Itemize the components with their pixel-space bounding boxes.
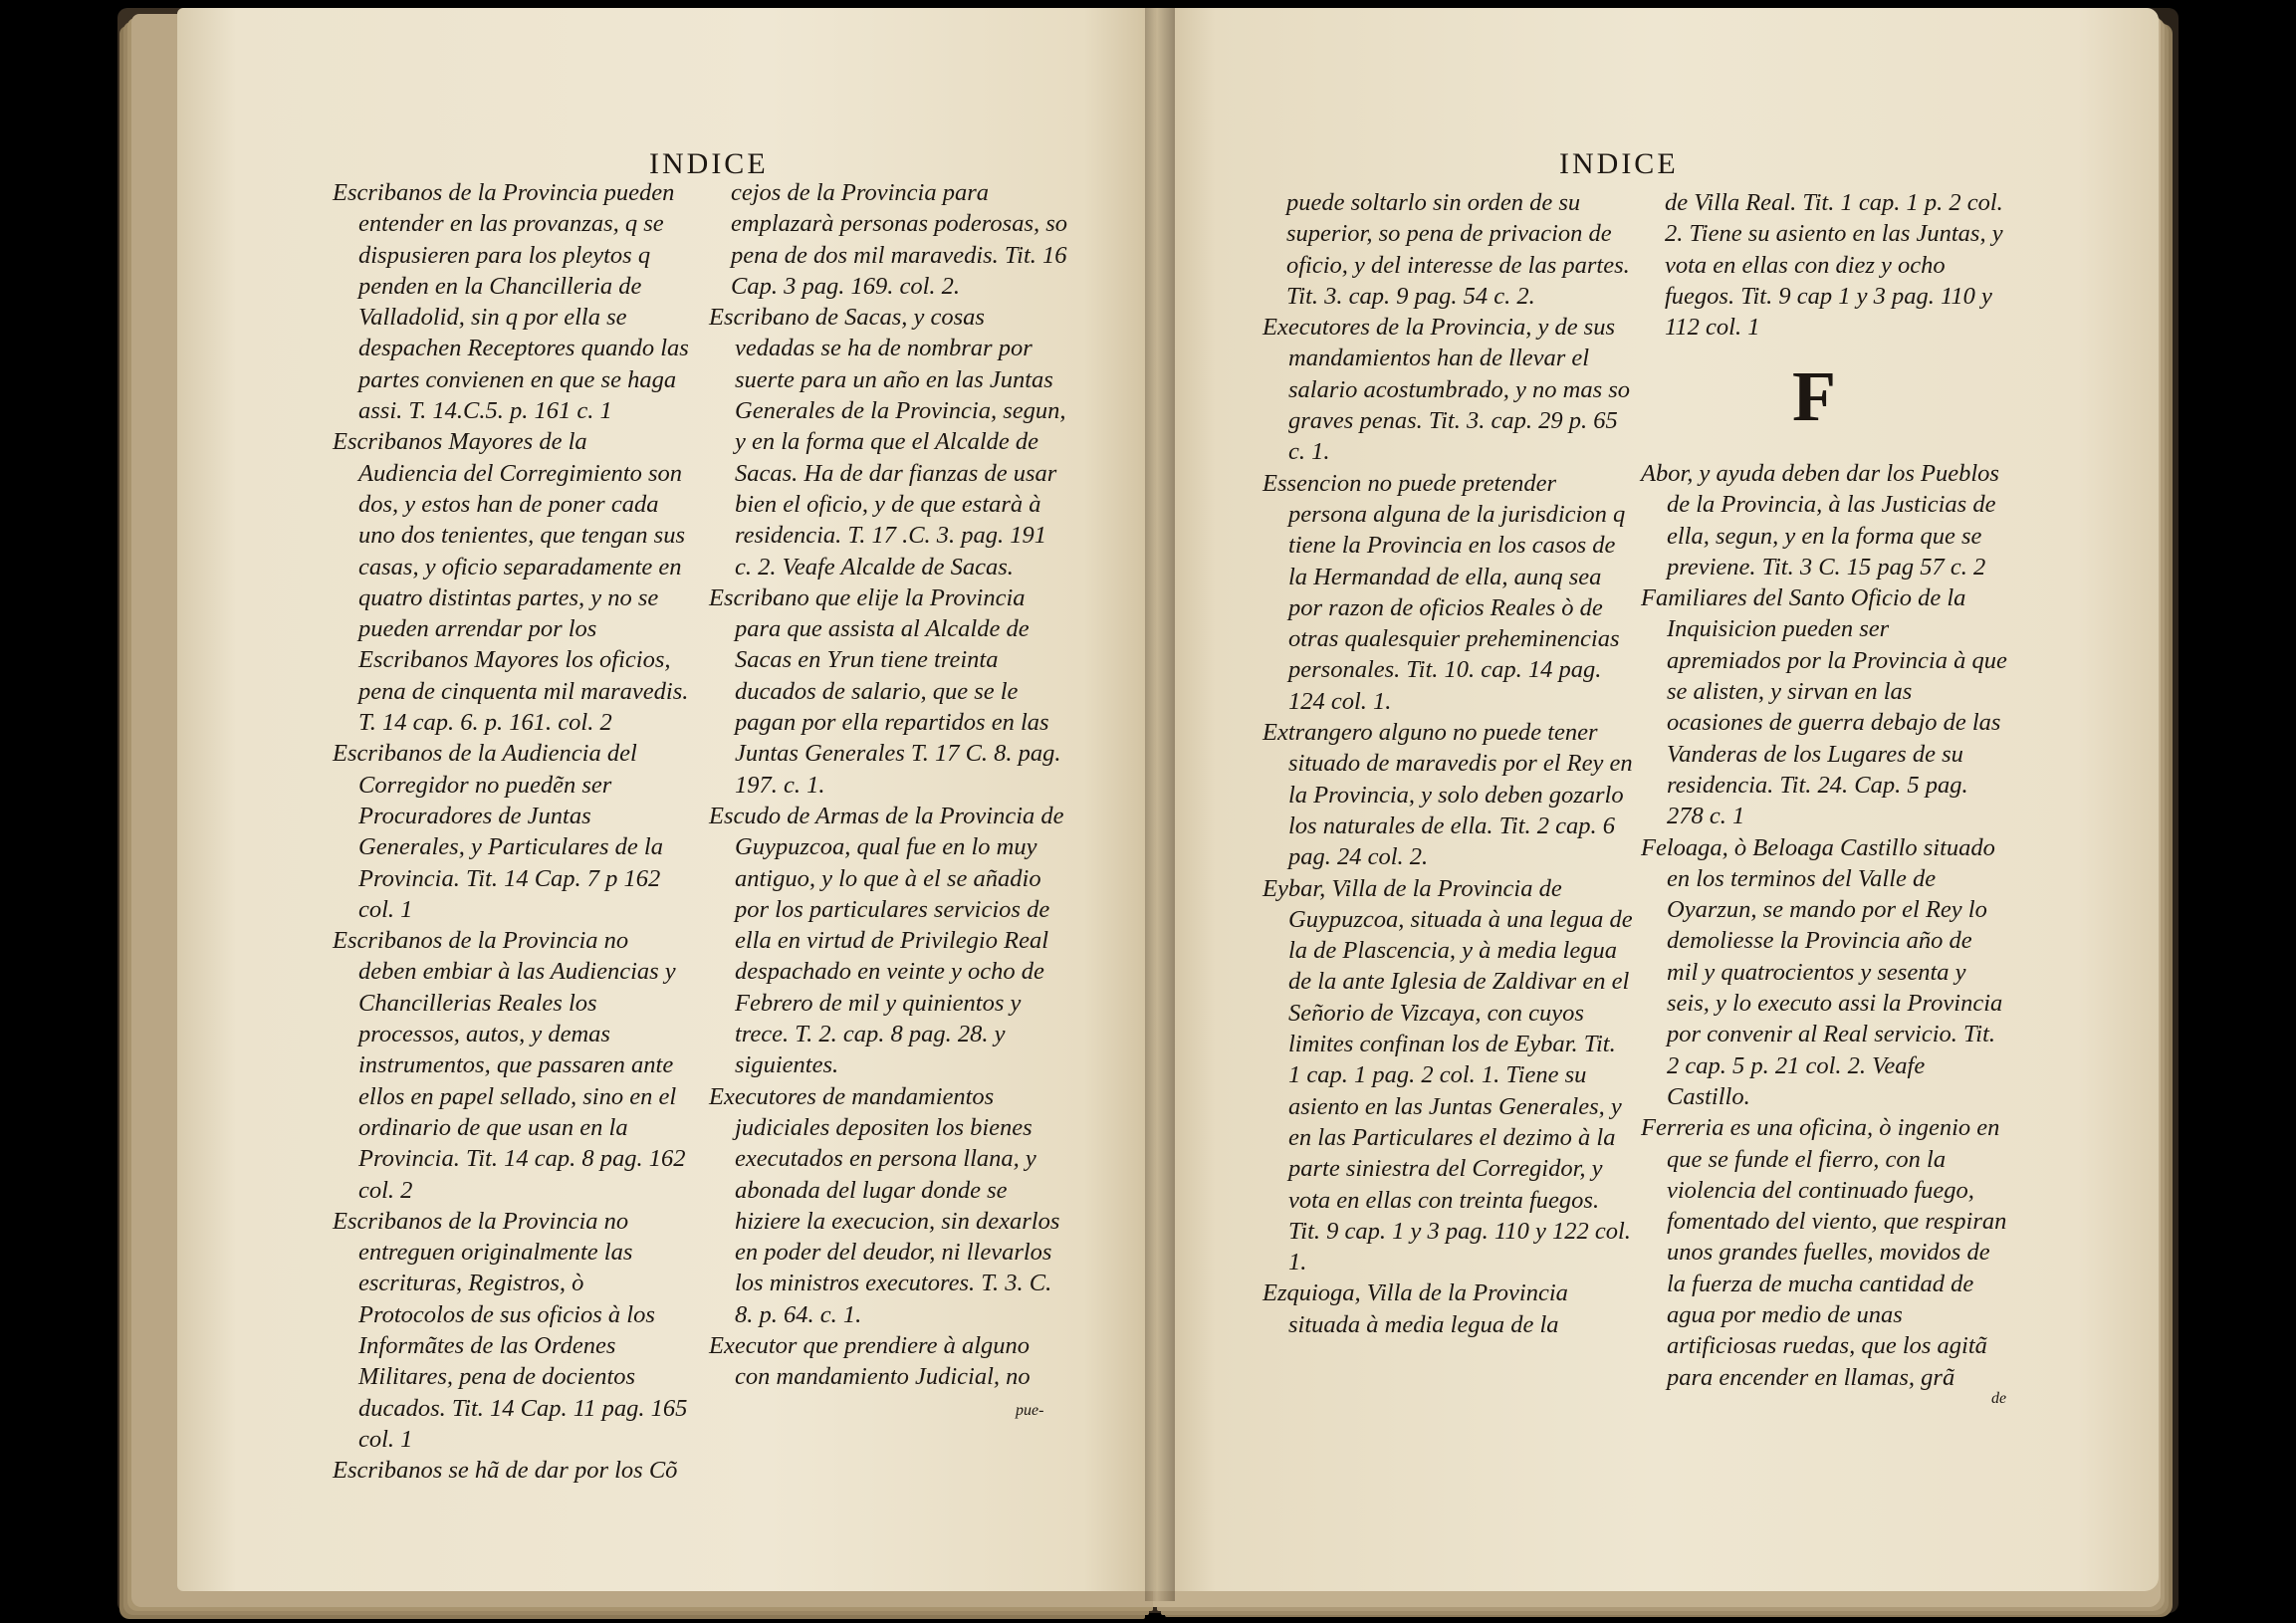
index-entry: Escribanos de la Audiencia del Corregidor no puedẽn ser Procuradores de Juntas Generales, y Particulares de la Provincia. Tit. 14 Cap. 7 p 162 col. 1 <box>333 740 663 923</box>
index-entry-continued: puede soltarlo sin orden de su superior, so pena de privacion de oficio, y del interesse de las partes. Tit. 3. cap. 9 pag. 54 c. 2. <box>1286 189 1630 310</box>
right-running-head: INDICE <box>1559 147 1679 180</box>
index-entry: Escribanos de la Provincia no entreguen originalmente las escrituras, Registros, ò Protocolos de sus oficios à los Informãtes de las Ordenes Militares, pena de docientos ducados. Tit. 14 Cap. 11 pag. 165 col. 1 <box>333 1207 688 1453</box>
index-entry: Escribanos de la Provincia pueden entender en las provanzas, q se dispusieren para los pleytos q penden en la Chancilleria de Valladolid, sin q por ella se despachen Receptores quando las partes convienen en que se haga assi. T. 14.C.5. p. 161 c. 1 <box>333 179 689 425</box>
index-entry: Escribano de Sacas, y cosas vedadas se ha de nombrar por suerte para un año en las Juntas Generales de la Provincia, segun, y en la forma que el Alcalde de Sacas. Ha de dar fianzas de usar bien el oficio, y de que estarà à residencia. T. 17 .C. 3. pag. 191 c. 2. Veafe Alcalde de Sacas. <box>709 304 1066 580</box>
index-entry: Feloaga, ò Beloaga Castillo situado en los terminos del Valle de Oyarzun, se mando por el Rey lo demoliesse la Provincia año de mil y quatrocientos y sesenta y seis, y lo executo assi la Provincia por convenir al Real servicio. Tit. 2 cap. 5 p. 21 col. 2. Veafe Castillo. <box>1641 833 2003 1110</box>
right-column-a <box>1263 187 1633 1340</box>
index-entry-continued: de Villa Real. Tit. 1 cap. 1 p. 2 col. 2. Tiene su asiento en las Juntas, y vota en ellas con diez y ocho fuegos. Tit. 9 cap 1 y 3 pag. 110 y 112 col. 1 <box>1665 189 2003 342</box>
index-entry: Escribano que elije la Provincia para que assista al Alcalde de Sacas en Yrun tiene treinta ducados de salario, que se le pagan por ella repartidos en las Juntas Generales T. 17 C. 8. pag. 197. c. 1. <box>709 583 1061 799</box>
index-entry: Executores de mandamientos judiciales depositen los bienes executados en persona llana, y abonada del lugar donde se hiziere la execucion, sin dexarlos en poder del deudor, ni llevarlos los ministros executores. T. 3. C. 8. p. 64. c. 1. <box>709 1082 1060 1328</box>
left-running-head: INDICE <box>649 147 769 180</box>
index-entry: Eybar, Villa de la Provincia de Guypuzcoa, situada à una legua de la de Plascencia, y à media legua de la ante Iglesia de Zaldivar en el Señorio de Vizcaya, con cuyos limites confinan los de Eybar. Tit. 1 cap. 1 pag. 2 col. 1. Tiene su asiento en las Juntas Generales, y en las Particulares el dezimo à la parte siniestra del Corregidor, y vota en ellas con treinta fuegos. Tit. 9 cap. 1 y 3 pag. 110 y 122 col. 1. <box>1263 874 1633 1276</box>
right-column-b-top <box>1641 187 2009 343</box>
right-column-b-bottom <box>1641 458 2009 1393</box>
index-entry: Abor, y ayuda deben dar los Pueblos de la Provincia, à las Justicias de ella, segun, y en la forma que se previene. Tit. 3 C. 15 pag 57 c. 2 <box>1641 460 1999 580</box>
left-column-a <box>333 177 691 1486</box>
index-entry: Executor que prendiere à alguno con mandamiento Judicial, no <box>709 1331 1031 1391</box>
index-entry: Executores de la Provincia, y de sus mandamientos han de llevar el salario acostumbrado, y no mas so graves penas. Tit. 3. cap. 29 p. 65 c. 1. <box>1263 314 1631 466</box>
index-entry: Escribanos de la Provincia no deben embiar à las Audiencias y Chancillerias Reales los processos, autos, y demas instrumentos, que passaren ante ellos en papel sellado, sino en el ordinario de que usan en la Provincia. Tit. 14 cap. 8 pag. 162 col. 2 <box>333 927 686 1204</box>
book-gutter <box>1145 8 1175 1601</box>
right-catchword: de <box>1991 1390 2007 1407</box>
index-entry: Escudo de Armas de la Provincia de Guypuzcoa, qual fue en lo muy antiguo, y lo que à el se añadio por los particulares servicios de ella en virtud de Privilegio Real despachado en veinte y ocho de Febrero de mil y quinientos y trece. T. 2. cap. 8 pag. 28. y siguientes. <box>709 802 1064 1079</box>
index-entry: Ferreria es una oficina, ò ingenio en que se funde el fierro, con la violencia del continuado fuego, fomentado del viento, que respiran unos grandes fuelles, movidos de la fuerza de mucha cantidad de agua por medio de unas artificiosas ruedas, que los agitã para encender en llamas, grã <box>1641 1114 2007 1391</box>
index-entry: Essencion no puede pretender persona alguna de la jurisdicion q tiene la Provincia en los casos de la Hermandad de ella, aunq sea por razon de oficios Reales ò de otras qualesquier preheminencias personales. Tit. 10. cap. 14 pag. 124 col. 1. <box>1263 469 1626 715</box>
section-letter: F <box>1792 356 1836 436</box>
index-entry-continued: cejos de la Provincia para emplazarà personas poderosas, so pena de dos mil maravedis. Tit. 16 Cap. 3 pag. 169. col. 2. <box>731 179 1068 300</box>
left-column-b <box>709 177 1069 1393</box>
index-entry: Extrangero alguno no puede tener situado de maravedis por el Rey en la Provincia, y solo deben gozarlo los naturales de ella. Tit. 2 cap. 6 pag. 24 col. 2. <box>1263 719 1633 871</box>
index-entry: Escribanos se hã de dar por los Cõ <box>333 1457 678 1485</box>
index-entry: Escribanos Mayores de la Audiencia del Corregimiento son dos, y estos han de poner cada uno dos tenientes, que tengan sus casas, y oficio separadamente en quatro distintas partes, y no se pueden arrendar por los Escribanos Mayores los oficios, pena de cinquenta mil maravedis. T. 14 cap. 6. p. 161. col. 2 <box>333 428 689 737</box>
index-entry: Familiares del Santo Oficio de la Inquisicion pueden ser apremiados por la Provincia à que se alisten, y sirvan en las ocasiones de guerra debajo de las Vanderas de los Lugares de su residencia. Tit. 24. Cap. 5 pag. 278 c. 1 <box>1641 584 2007 830</box>
index-entry: Ezquioga, Villa de la Provincia situada à media legua de la <box>1263 1279 1568 1338</box>
left-catchword: pue- <box>1016 1402 1044 1419</box>
